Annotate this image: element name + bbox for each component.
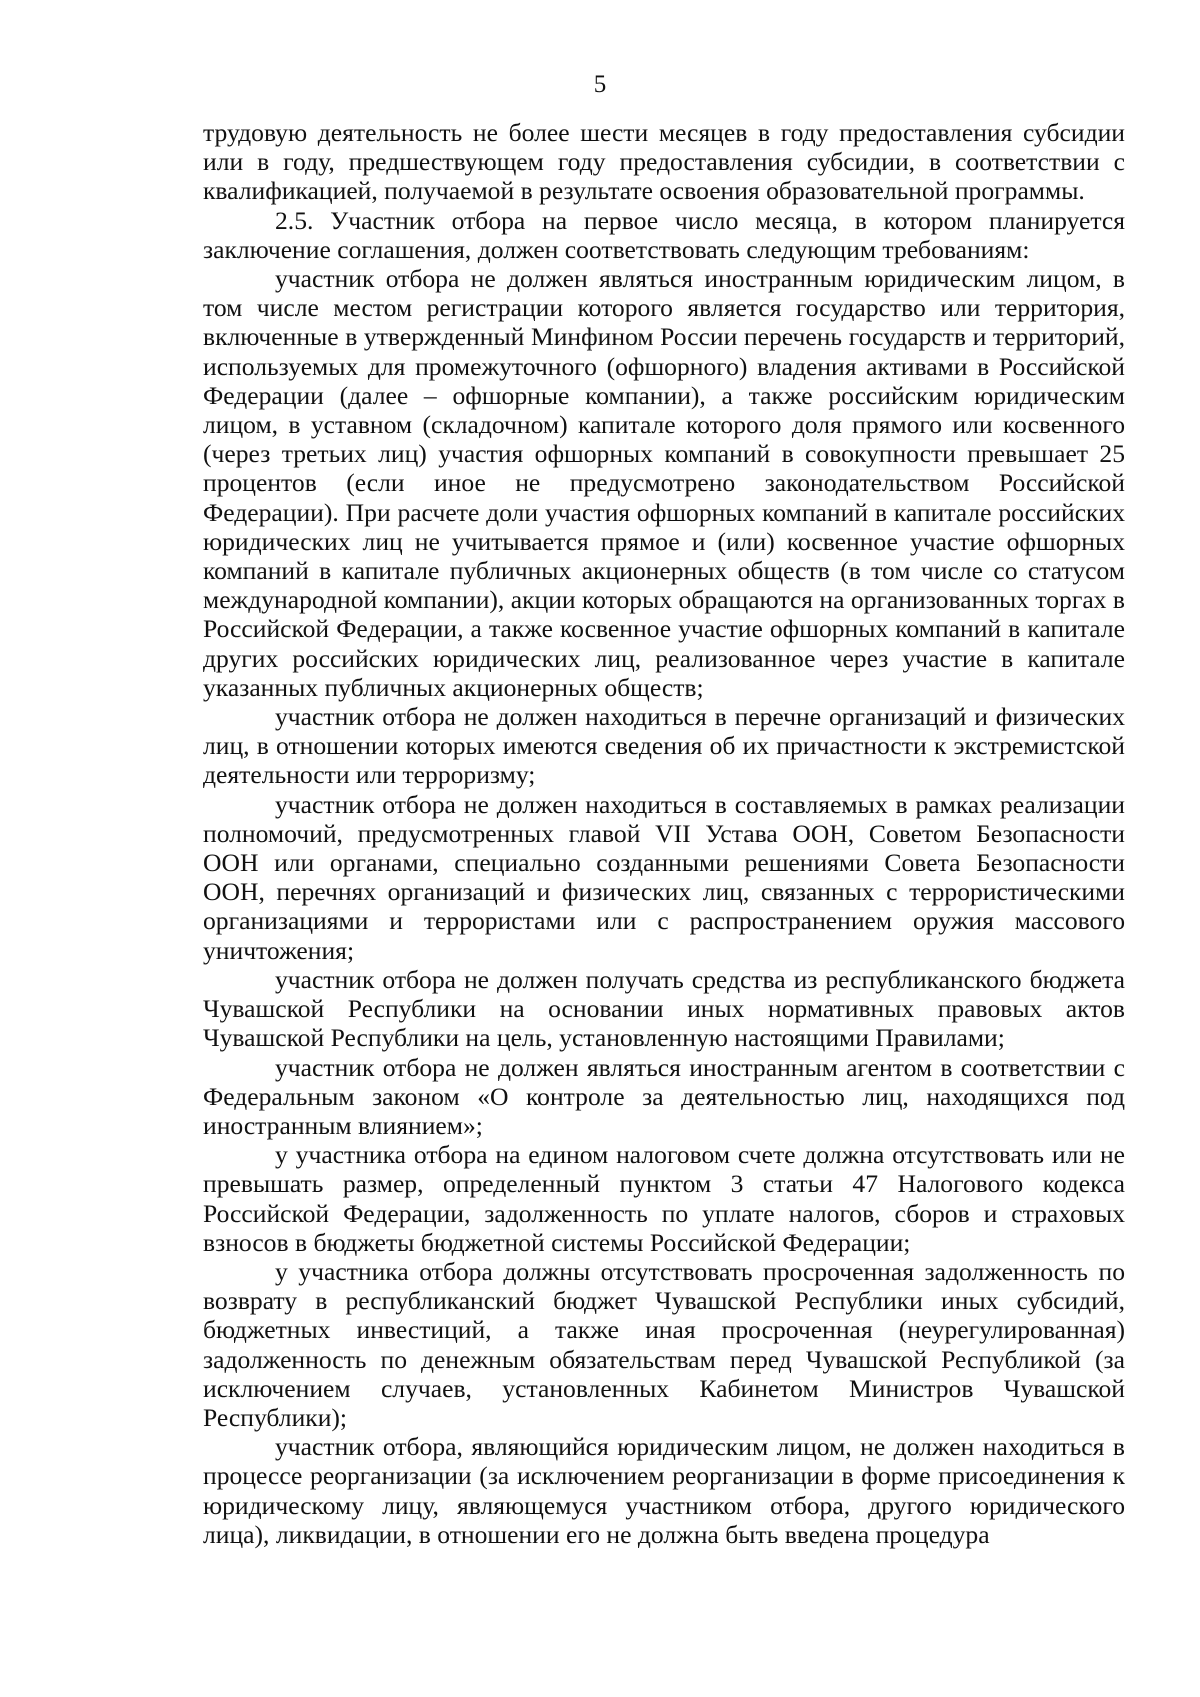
paragraph-foreign-agent-requirement: участник отбора не должен являться иностранным агентом в соответствии с Федеральным законом «О контроле за деятельностью лиц, находящихся под иностранным влиянием»;: [203, 1052, 1125, 1140]
document-body: [203, 118, 1125, 1549]
page-number: 5: [593, 71, 607, 98]
paragraph-un-lists-requirement: участник отбора не должен находиться в составляемых в рамках реализации полномочий, предусмотренных главой VII Устава ООН, Советом Безопасности ООН или органами, специально созданными решениями Совета Безопасности ООН, перечнях организаций и физических лиц, связанных с террористическими организациями и террористами или с распространением оружия массового уничтожения;: [203, 789, 1125, 965]
paragraph-reorganization-requirement: участник отбора, являющийся юридическим лицом, не должен находиться в процессе реорганизации (за исключением реорганизации в форме присоединения к юридическому лицу, являющемуся участником отбора, другого юридического лица), ликвидации, в отношении его не должна быть введена процедура: [203, 1432, 1125, 1549]
paragraph-offshore-requirement: участник отбора не должен являться иностранным юридическим лицом, в том числе местом регистрации которого является государство или территория, включенные в утвержденный Минфином России перечень государств и территорий, используемых для промежуточного (офшорного) владения активами в Российской Федерации (далее – офшорные компании), а также российским юридическим лицом, в уставном (складочном) капитале которого доля прямого или косвенного (через третьих лиц) участия офшорных компаний в совокупности превышает 25 процентов (если иное не предусмотрено законодательством Российской Федерации). При расчете доли участия офшорных компаний в капитале российских юридических лиц не учитывается прямое и (или) косвенное участие офшорных компаний в капитале публичных акционерных обществ (в том числе со статусом международной компании), акции которых обращаются на организованных торгах в Российской Федерации, а также косвенное участие офшорных компаний в капитале других российских юридических лиц, реализованное через участие в капитале указанных публичных акционерных обществ;: [203, 264, 1125, 702]
paragraph-budget-funds-requirement: участник отбора не должен получать средства из республиканского бюджета Чувашской Республики на основании иных нормативных правовых актов Чувашской Республики на цель, установленную настоящими Правилами;: [203, 964, 1125, 1053]
paragraph-extremism-requirement: участник отбора не должен находиться в перечне организаций и физических лиц, в отношении которых имеются сведения об их причастности к экстремистской деятельности или терроризму;: [203, 702, 1125, 790]
paragraph-continuation: трудовую деятельность не более шести месяцев в году предоставления субсидии или в году, предшествующем году предоставления субсидии, в соответствии с квалификацией, получаемой в результате освоения образовательной программы.: [203, 118, 1125, 206]
paragraph-overdue-debt-requirement: у участника отбора должны отсутствовать просроченная задолженность по возврату в республиканский бюджет Чувашской Республики иных субсидий, бюджетных инвестиций, а также иная просроченная (неурегулированная) задолженность по денежным обязательствам перед Чувашской Республикой (за исключением случаев, установленных Кабинетом Министров Чувашской Республики);: [203, 1256, 1125, 1432]
paragraph-tax-debt-requirement: у участника отбора на едином налоговом счете должна отсутствовать или не превышать размер, определенный пунктом 3 статьи 47 Налогового кодекса Российской Федерации, задолженность по уплате налогов, сборов и страховых взносов в бюджеты бюджетной системы Российской Федерации;: [203, 1140, 1125, 1257]
paragraph-clause-2-5: 2.5. Участник отбора на первое число месяца, в котором планируется заключение соглашения, должен соответствовать следующим требованиям:: [203, 205, 1125, 264]
